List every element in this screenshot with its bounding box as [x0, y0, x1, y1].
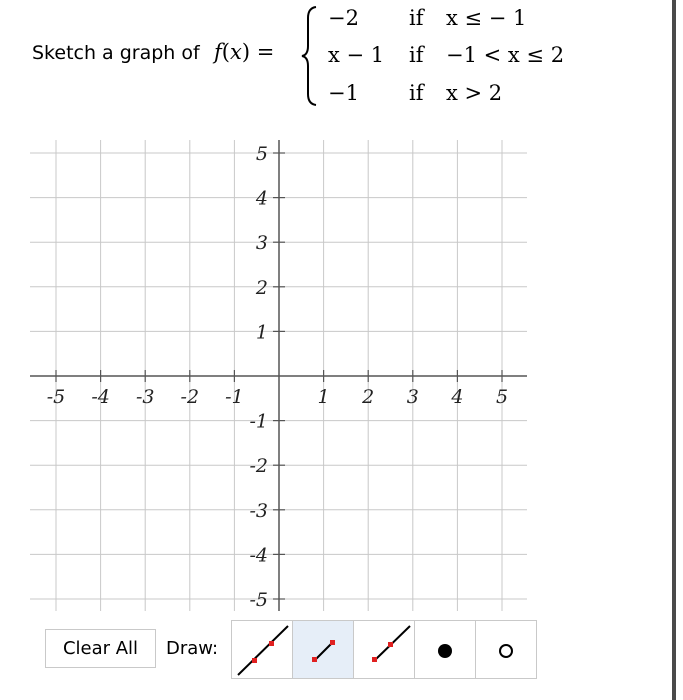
closed-dot-icon	[415, 621, 477, 680]
y-tick-label: 3	[255, 232, 268, 255]
case-2-if: if	[409, 43, 424, 67]
x-tick-label: 5	[495, 386, 509, 408]
case-3-expr: −1	[328, 81, 359, 105]
y-tick-label: 4	[255, 187, 268, 210]
x-tick-label: -1	[225, 386, 244, 408]
x-tick-label: 2	[362, 386, 375, 408]
case-1-if: if	[409, 6, 424, 30]
line-tool-button[interactable]	[231, 620, 293, 679]
case-3-if: if	[409, 81, 424, 105]
segment-tool-button[interactable]	[292, 620, 354, 679]
y-tick-label: -2	[249, 455, 268, 478]
case-1-condition: x ≤ − 1	[446, 6, 527, 30]
clear-all-button[interactable]: Clear All	[45, 629, 156, 668]
y-tick-label: -1	[249, 410, 268, 433]
ray-icon	[354, 621, 416, 680]
case-3-condition: x > 2	[446, 81, 503, 105]
y-tick-label: -3	[249, 499, 268, 522]
y-tick-label: 2	[255, 276, 268, 299]
closed-point-tool-button[interactable]	[414, 620, 476, 679]
y-tick-label: -4	[249, 544, 268, 567]
function-label: f(x) =	[214, 40, 275, 64]
ray-tool-button[interactable]	[353, 620, 415, 679]
x-tick-label: -4	[91, 386, 110, 408]
case-2-condition: −1 < x ≤ 2	[446, 43, 565, 67]
x-tick-label: 4	[451, 386, 464, 408]
case-2-expr: x − 1	[328, 43, 385, 67]
line-icon	[232, 621, 294, 680]
x-tick-label: -3	[135, 386, 155, 408]
y-tick-label: 1	[255, 321, 268, 344]
y-tick-label: 5	[255, 143, 268, 165]
open-dot-icon	[476, 621, 538, 680]
y-tick-label: -5	[249, 589, 268, 611]
open-point-tool-button[interactable]	[475, 620, 537, 679]
x-tick-label: -5	[46, 386, 66, 408]
draw-label: Draw:	[166, 638, 219, 659]
x-tick-label: -2	[180, 386, 200, 408]
segment-icon	[293, 621, 355, 680]
case-1-expr: −2	[328, 6, 359, 30]
x-tick-label: 3	[406, 386, 419, 408]
question-prompt: Sketch a graph of	[32, 42, 200, 64]
x-tick-label: 1	[317, 386, 330, 408]
